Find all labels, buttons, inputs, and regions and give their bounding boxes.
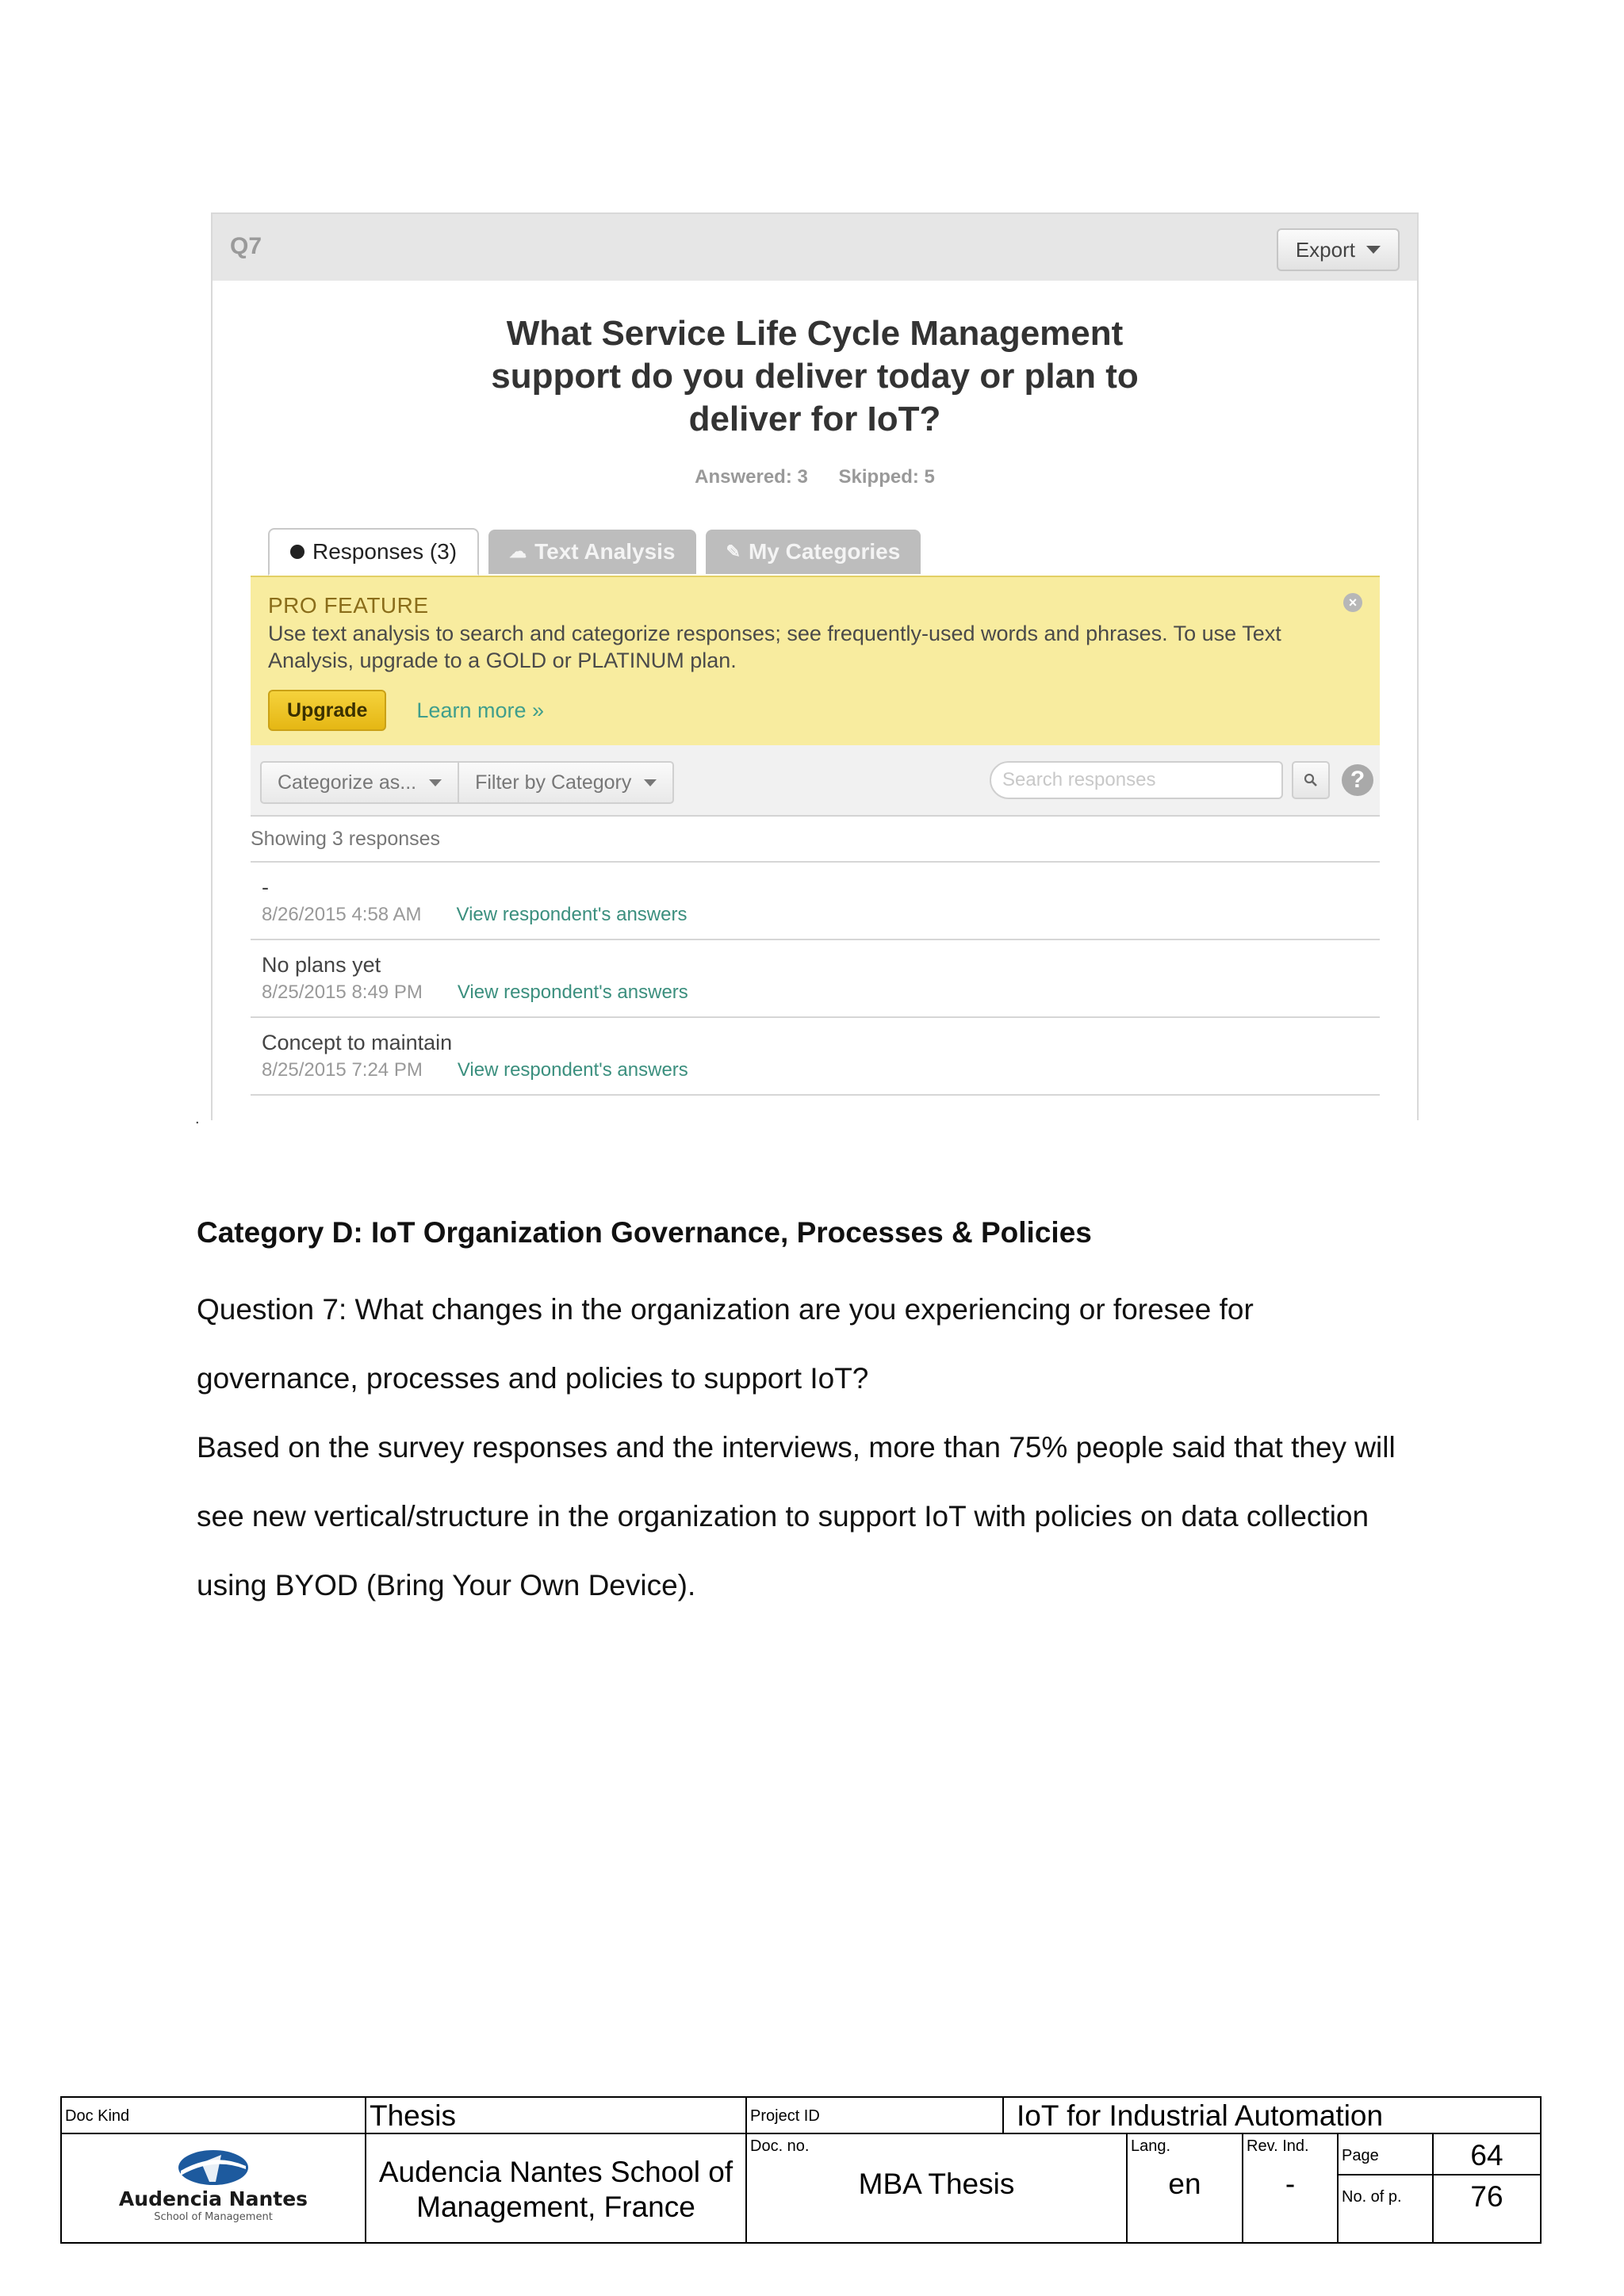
project-id-cell (1004, 2098, 1540, 2134)
learn-more-link[interactable]: Learn more » (416, 698, 544, 722)
doc-no-label: Doc. no. (750, 2137, 810, 2155)
nop-label-cell (1339, 2175, 1434, 2242)
pro-feature-actions (268, 690, 1362, 731)
filter-dropdowns (260, 761, 674, 804)
dot-icon (290, 545, 304, 559)
stray-mark: . (195, 1110, 200, 1127)
page-value: 64 (1470, 2139, 1503, 2172)
export-label: Export (1295, 237, 1355, 262)
institution-line: Audencia Nantes School of (378, 2156, 733, 2188)
pro-feature-banner (251, 576, 1380, 745)
document-footer-table (60, 2096, 1542, 2244)
logo-cell (62, 2134, 366, 2242)
chevron-down-icon (644, 779, 657, 786)
close-icon[interactable]: × (1343, 593, 1362, 612)
body-line: Based on the survey responses and the interviews, more than 75% people said that they will (197, 1431, 1396, 1464)
tag-icon: ✎ (726, 541, 741, 561)
lang-value: en (1168, 2168, 1201, 2200)
page-label-cell (1339, 2134, 1434, 2175)
question-header (213, 214, 1417, 281)
logo-subtitle: School of Management (154, 2211, 273, 2223)
filter-bar (251, 745, 1380, 817)
doc-kind-label-cell (62, 2098, 366, 2134)
institution-name (366, 2155, 745, 2225)
lang-label: Lang. (1131, 2137, 1171, 2155)
response-text: Concept to maintain (262, 1031, 453, 1054)
tab-responses[interactable] (268, 528, 479, 576)
search-icon (1303, 772, 1319, 788)
body-paragraph (197, 1413, 1434, 1620)
categorize-dropdown[interactable] (262, 763, 458, 802)
answered-count: Answered: 3 (695, 466, 808, 488)
categorize-label: Categorize as... (278, 771, 417, 794)
nop-cell (1434, 2175, 1540, 2242)
tab-label: Text Analysis (534, 539, 676, 564)
chevron-down-icon (1366, 246, 1381, 254)
question-title (213, 312, 1417, 441)
response-tabs (268, 528, 921, 576)
filter-category-label: Filter by Category (475, 771, 632, 794)
chevron-down-icon (429, 779, 442, 786)
pro-feature-text: Use text analysis to search and categorize responses; see frequently-used words and phrases. To use Text Analysis, upgrade to a GOLD or PLATINUM plan. (268, 622, 1281, 672)
question-line: Question 7: What changes in the organization are you experiencing or foresee for (197, 1293, 1254, 1326)
upgrade-button[interactable]: Upgrade (268, 690, 386, 731)
response-meta (262, 904, 1380, 926)
help-icon[interactable]: ? (1342, 764, 1373, 796)
response-list (251, 861, 1380, 1096)
showing-count: Showing 3 responses (251, 828, 441, 850)
view-answers-link[interactable]: View respondent's answers (457, 982, 688, 1003)
audencia-logo (82, 2145, 344, 2225)
question-stats (213, 466, 1417, 488)
section-heading: Category D: IoT Organization Governance, Processes & Policies (197, 1216, 1092, 1249)
tab-my-categories[interactable] (706, 530, 921, 574)
view-answers-link[interactable]: View respondent's answers (457, 1059, 688, 1081)
response-meta (262, 1059, 1380, 1081)
tab-label: My Categories (748, 539, 901, 564)
page-label: Page (1342, 2147, 1379, 2164)
tab-label: Responses (3) (312, 539, 458, 564)
project-id-value: IoT for Industrial Automation (1017, 2099, 1384, 2132)
tab-text-analysis[interactable] (488, 530, 695, 574)
institution-cell (366, 2134, 747, 2242)
institution-line: Management, France (416, 2191, 695, 2223)
nop-value: 76 (1470, 2180, 1503, 2213)
export-button[interactable] (1277, 228, 1400, 271)
doc-kind-label: Doc Kind (65, 2107, 130, 2125)
cloud-icon: ☁ (509, 541, 527, 561)
response-date: 8/25/2015 8:49 PM (262, 982, 423, 1003)
rev-value: - (1285, 2168, 1296, 2200)
doc-no-cell (747, 2134, 1128, 2242)
page-cell (1434, 2134, 1540, 2175)
lang-cell (1128, 2134, 1243, 2242)
response-row (251, 863, 1380, 940)
doc-kind-value: Thesis (370, 2099, 456, 2132)
filter-category-dropdown[interactable] (458, 763, 672, 802)
doc-kind-cell (366, 2098, 747, 2134)
rev-cell (1243, 2134, 1339, 2242)
response-row (251, 940, 1380, 1018)
question-title-line: support do you deliver today or plan to (491, 357, 1139, 396)
question-label: Q7 (230, 233, 262, 259)
response-date: 8/26/2015 4:58 AM (262, 904, 422, 925)
body-line: using BYOD (Bring Your Own Device). (197, 1569, 696, 1601)
question-title-line: What Service Life Cycle Management (506, 314, 1124, 353)
response-text: No plans yet (262, 953, 381, 977)
project-id-label-cell (747, 2098, 1004, 2134)
response-meta (262, 982, 1380, 1004)
nop-label: No. of p. (1342, 2188, 1402, 2206)
logo-name: Audencia Nantes (118, 2187, 308, 2210)
response-text: - (262, 875, 269, 899)
rev-label: Rev. Ind. (1247, 2137, 1309, 2155)
question-line: governance, processes and policies to support IoT? (197, 1362, 869, 1395)
skipped-count: Skipped: 5 (838, 466, 935, 488)
question-title-line: deliver for IoT? (688, 400, 941, 438)
search-button[interactable] (1292, 761, 1330, 799)
question-paragraph (197, 1275, 1434, 1413)
survey-screenshot (211, 212, 1419, 1120)
pro-feature-title: PRO FEATURE (268, 593, 429, 618)
body-line: see new vertical/structure in the organization to support IoT with policies on data collection (197, 1500, 1369, 1533)
response-date: 8/25/2015 7:24 PM (262, 1059, 423, 1081)
search-input[interactable] (990, 761, 1283, 799)
response-row (251, 1018, 1380, 1096)
doc-no-value: MBA Thesis (858, 2168, 1015, 2200)
project-id-label: Project ID (750, 2107, 820, 2125)
view-answers-link[interactable]: View respondent's answers (456, 904, 688, 925)
